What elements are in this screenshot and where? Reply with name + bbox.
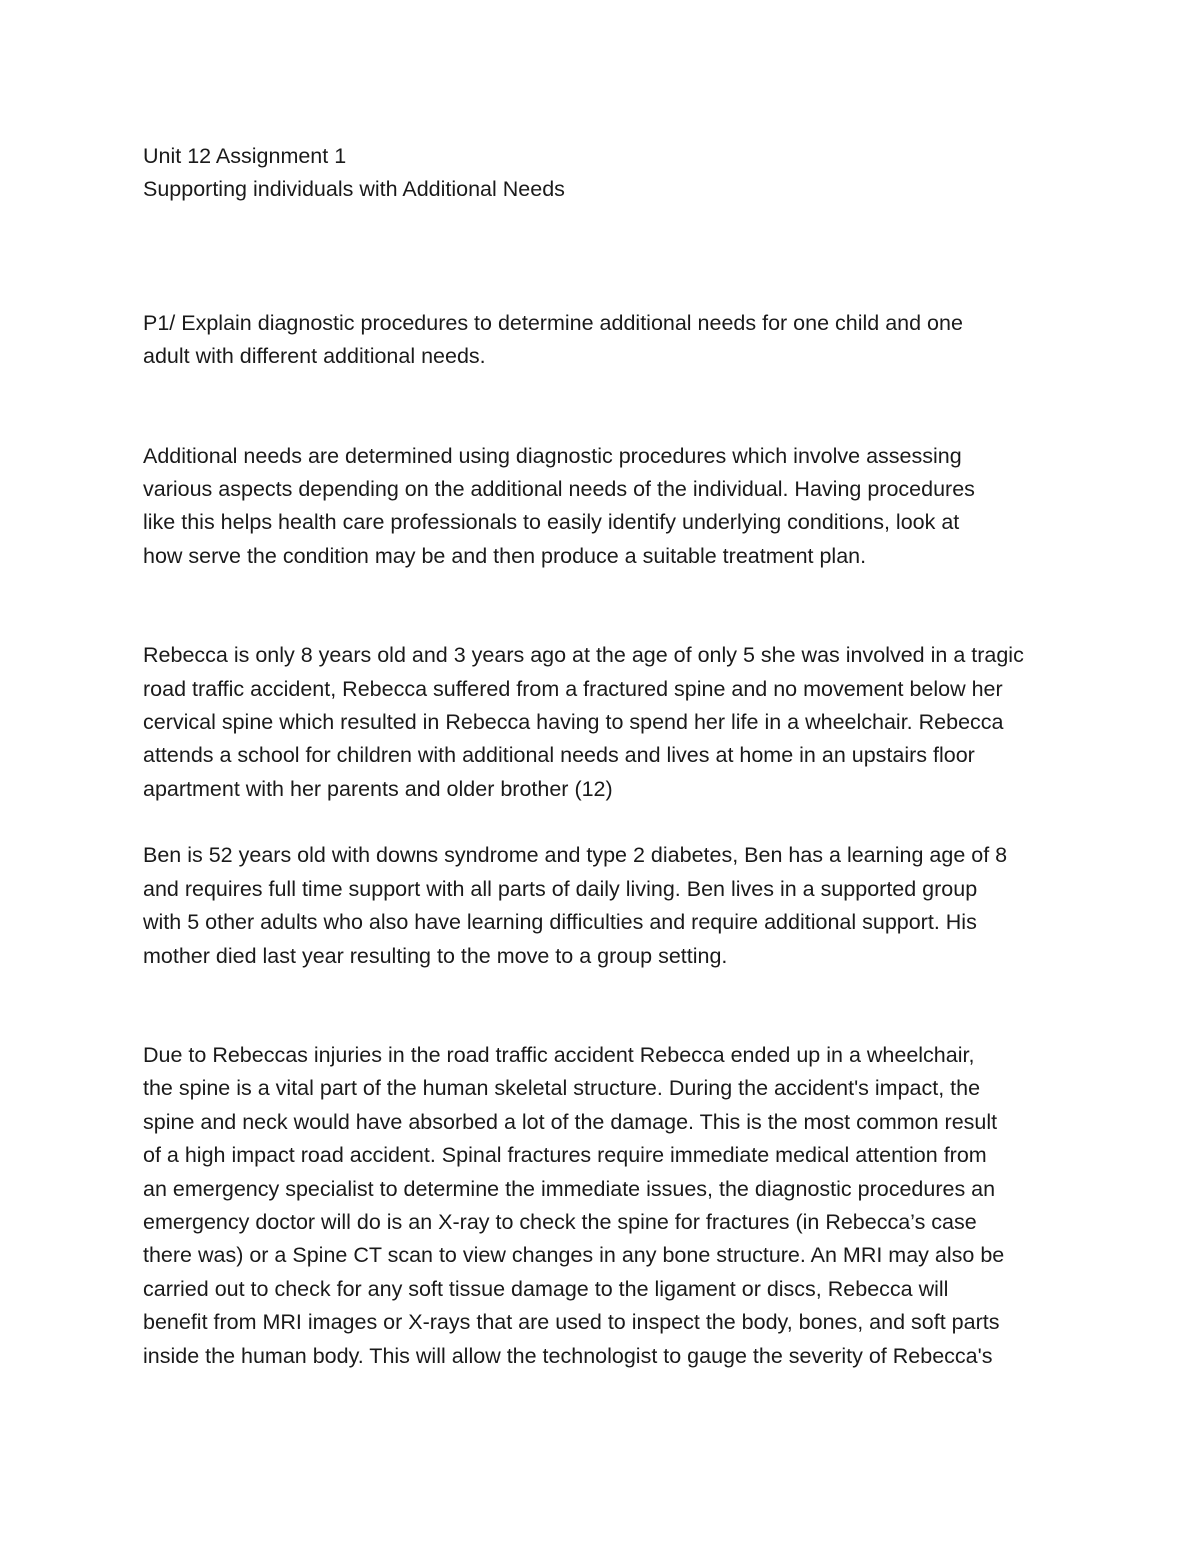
intro-line: Additional needs are determined using diagnostic procedures which involve assessing [143,443,962,468]
injuries-line: of a high impact road accident. Spinal fractures require immediate medical attention from [143,1143,987,1168]
document-body [143,140,1073,1373]
injuries-paragraph [143,1039,1073,1373]
injuries-line: an emergency specialist to determine the immediate issues, the diagnostic procedures an [143,1176,996,1201]
injuries-line: carried out to check for any soft tissue damage to the ligament or discs, Rebecca will [143,1276,949,1301]
injuries-line: the spine is a vital part of the human skeletal structure. During the accident's impact, the [143,1076,981,1101]
intro-line: how serve the condition may be and then produce a suitable treatment plan. [143,543,867,568]
ben-line: and requires full time support with all parts of daily living. Ben lives in a supported group [143,876,978,901]
assignment-prompt [143,307,1073,374]
ben-case-paragraph [143,839,1073,973]
document-title: Unit 12 Assignment 1 [143,144,347,168]
intro-paragraph [143,440,1073,574]
rebecca-line: Rebecca is only 8 years old and 3 years ago at the age of only 5 she was involved in a tragic [143,643,1024,668]
rebecca-case-paragraph [143,639,1073,806]
document-subtitle: Supporting individuals with Additional Needs [143,177,565,202]
prompt-line: P1/ Explain diagnostic procedures to determine additional needs for one child and one [143,310,963,335]
document-heading [143,140,1073,207]
intro-line: like this helps health care professionals to easily identify underlying conditions, look at [143,510,960,535]
rebecca-line: cervical spine which resulted in Rebecca having to spend her life in a wheelchair. Rebecca [143,710,1004,735]
injuries-line: emergency doctor will do is an X-ray to check the spine for fractures (in Rebecca’s case [143,1209,977,1234]
prompt-line: adult with different additional needs. [143,344,486,369]
injuries-line: Due to Rebeccas injuries in the road traffic accident Rebecca ended up in a wheelchair, [143,1042,975,1067]
ben-line: Ben is 52 years old with downs syndrome and type 2 diabetes, Ben has a learning age of 8 [143,843,1008,868]
ben-line: mother died last year resulting to the move to a group setting. [143,943,728,968]
injuries-line: spine and neck would have absorbed a lot of the damage. This is the most common result [143,1109,998,1134]
ben-line: with 5 other adults who also have learning difficulties and require additional support. His [143,910,977,935]
intro-line: various aspects depending on the additional needs of the individual. Having procedures [143,477,975,502]
rebecca-line: apartment with her parents and older brother (12) [143,776,613,801]
injuries-line: benefit from MRI images or X-rays that are used to inspect the body, bones, and soft parts [143,1310,1000,1335]
injuries-line: there was) or a Spine CT scan to view changes in any bone structure. An MRI may also be [143,1243,1005,1268]
rebecca-line: attends a school for children with additional needs and lives at home in an upstairs floor [143,743,975,768]
rebecca-line: road traffic accident, Rebecca suffered from a fractured spine and no movement below her [143,676,1003,701]
injuries-line: inside the human body. This will allow the technologist to gauge the severity of Rebecca's [143,1343,993,1368]
